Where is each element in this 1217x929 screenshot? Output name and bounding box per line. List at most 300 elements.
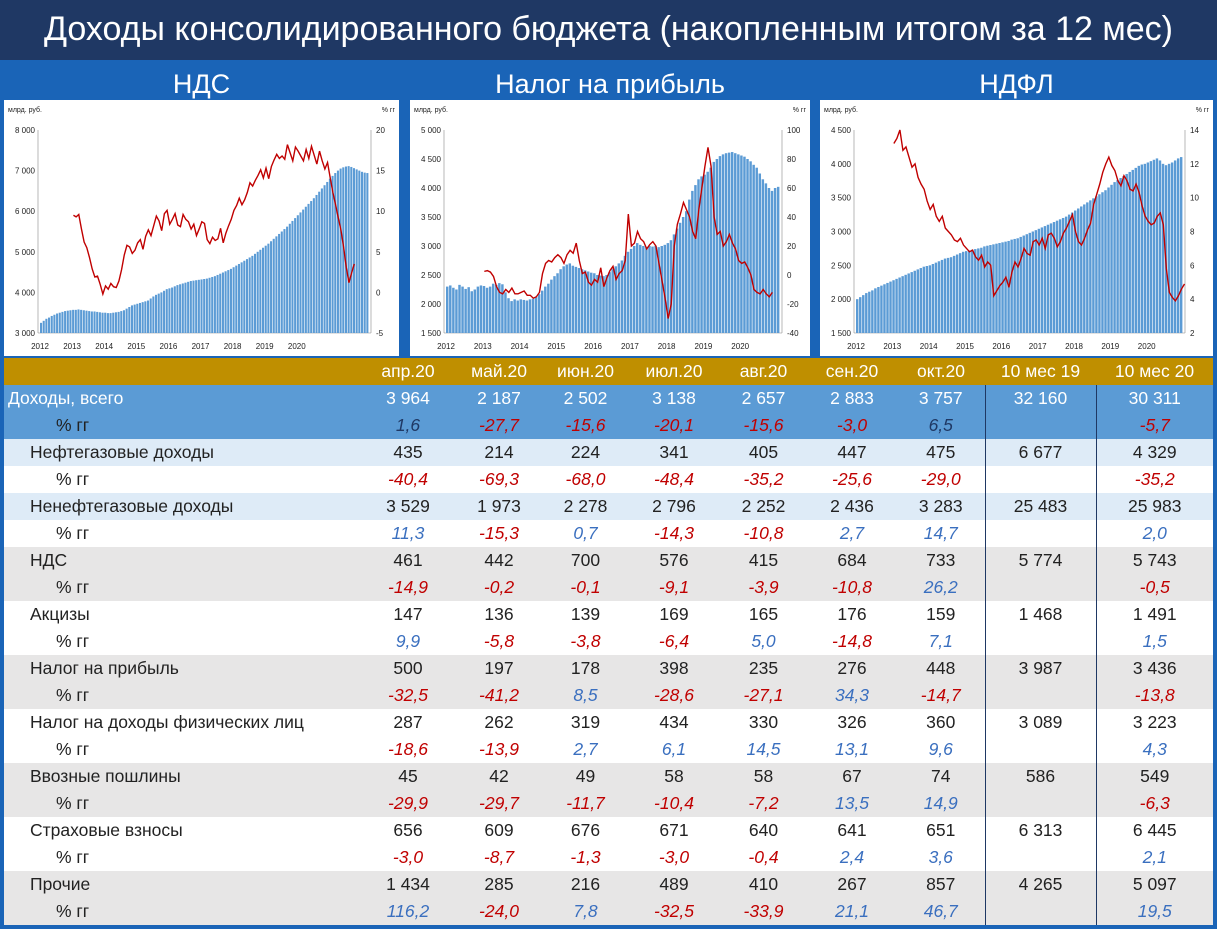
bar	[859, 297, 861, 333]
cell-value: -29,0	[897, 466, 985, 493]
cell-value: 21,1	[807, 898, 897, 925]
chart-title-vat: НДС	[172, 69, 231, 99]
bar	[856, 299, 858, 333]
bar	[550, 280, 552, 333]
bar	[348, 166, 350, 333]
cell-value: 442	[455, 547, 543, 574]
cell-value: 165	[720, 601, 807, 628]
bar	[198, 280, 200, 333]
bar	[624, 256, 626, 333]
cell-value: 6,1	[628, 736, 720, 763]
cell-value: 19,5	[1096, 898, 1213, 925]
table-row	[4, 574, 1213, 601]
bar	[91, 311, 93, 333]
cell-value: 176	[807, 601, 897, 628]
bar	[249, 257, 251, 333]
cell-value: 216	[543, 871, 628, 898]
bar	[43, 321, 45, 333]
cell-value: 13,5	[807, 790, 897, 817]
bar	[278, 234, 280, 333]
bar	[495, 285, 497, 333]
x-tick-label: 2020	[1137, 342, 1156, 351]
bar	[160, 292, 162, 333]
cell-value: -11,7	[543, 790, 628, 817]
cell-value: 159	[897, 601, 985, 628]
right-tick-label: 10	[1190, 193, 1199, 203]
row-label: % гг	[4, 520, 361, 547]
cell-value: -3,0	[807, 412, 897, 439]
cell-value: 7,8	[543, 898, 628, 925]
bar	[762, 179, 764, 333]
cell-value: 2 436	[807, 493, 897, 520]
cell-value: 58	[628, 763, 720, 790]
bar	[144, 301, 146, 333]
row-label: % гг	[4, 736, 361, 763]
bar	[299, 212, 301, 333]
row-label: % гг	[4, 898, 361, 925]
bar	[914, 271, 916, 333]
x-tick-label: 2017	[191, 342, 210, 351]
revenue-table	[4, 358, 1213, 925]
cell-value: 116,2	[361, 898, 455, 925]
bar	[270, 241, 272, 333]
cell-value: 326	[807, 709, 897, 736]
cell-value: 3 223	[1096, 709, 1213, 736]
bar	[572, 266, 574, 333]
cell-value: 9,9	[361, 628, 455, 655]
x-tick-label: 2017	[1028, 342, 1047, 351]
cell-value: 14,9	[897, 790, 985, 817]
bar	[880, 286, 882, 333]
bar	[608, 272, 610, 333]
cell-value: -1,3	[543, 844, 628, 871]
table-row	[4, 736, 1213, 763]
cell-value: 6 313	[985, 817, 1096, 844]
bar	[48, 318, 50, 333]
row-label: % гг	[4, 790, 361, 817]
cell-value: 2,7	[543, 736, 628, 763]
table-row	[4, 466, 1213, 493]
x-tick-label: 2016	[992, 342, 1011, 351]
bar	[158, 294, 160, 333]
bar	[281, 232, 283, 334]
bar	[962, 252, 964, 333]
right-axis-unit: % гг	[792, 107, 806, 114]
cell-value: 671	[628, 817, 720, 844]
bar	[1180, 157, 1182, 333]
cell-value	[985, 520, 1096, 547]
bar	[1177, 158, 1179, 333]
bar	[740, 156, 742, 333]
bar	[305, 207, 307, 333]
cell-value: -29,9	[361, 790, 455, 817]
column-header: 10 мес 19	[985, 358, 1096, 385]
bar	[865, 293, 867, 333]
cell-value: -69,3	[455, 466, 543, 493]
left-axis-unit: млрд. руб.	[824, 107, 858, 114]
bar	[222, 273, 224, 333]
cell-value: 67	[807, 763, 897, 790]
bar	[1107, 188, 1109, 333]
bar	[986, 246, 988, 333]
bar	[126, 309, 128, 333]
cell-value: 3 089	[985, 709, 1096, 736]
cell-value: -18,6	[361, 736, 455, 763]
bar	[1004, 242, 1006, 333]
cell-value: 0,7	[543, 520, 628, 547]
left-tick-label: 4 000	[830, 159, 851, 169]
bar	[895, 279, 897, 333]
bar	[115, 312, 117, 333]
bar	[989, 245, 991, 333]
bar	[682, 217, 684, 333]
bar	[596, 275, 598, 333]
bar	[318, 192, 320, 333]
bar	[1050, 223, 1052, 333]
left-axis-unit: млрд. руб.	[8, 107, 42, 114]
bar	[706, 172, 708, 333]
table-row	[4, 439, 1213, 466]
bar	[874, 288, 876, 333]
bar	[452, 288, 454, 333]
bar	[467, 287, 469, 333]
bar	[289, 224, 291, 333]
x-tick-label: 2017	[621, 342, 639, 351]
cell-value: 32 160	[985, 385, 1096, 412]
bar	[45, 319, 47, 333]
cell-value: 276	[807, 655, 897, 682]
bar	[728, 153, 730, 333]
bar	[651, 247, 653, 333]
table-row	[4, 412, 1213, 439]
bar	[667, 243, 669, 333]
cell-value: 74	[897, 763, 985, 790]
bar	[1171, 162, 1173, 333]
bar	[734, 153, 736, 333]
bar	[1174, 160, 1176, 333]
cell-value: -24,0	[455, 898, 543, 925]
bar	[1125, 174, 1127, 333]
right-tick-label: 4	[1190, 295, 1195, 305]
right-tick-label: 6	[1190, 261, 1195, 271]
bar	[1119, 178, 1121, 333]
bar	[1122, 176, 1124, 333]
bar	[227, 270, 229, 333]
bar	[99, 312, 101, 333]
bar	[1086, 202, 1088, 333]
cell-value: 3 964	[361, 385, 455, 412]
row-label: % гг	[4, 466, 361, 493]
bar	[904, 275, 906, 333]
cell-value	[985, 574, 1096, 601]
bar	[1010, 240, 1012, 333]
bar	[1104, 190, 1106, 333]
bar	[184, 283, 186, 333]
cell-value: -14,9	[361, 574, 455, 601]
bar	[630, 249, 632, 333]
bar	[283, 229, 285, 333]
cell-value: -40,4	[361, 466, 455, 493]
x-tick-label: 2019	[694, 342, 713, 351]
cell-value: 3 138	[628, 385, 720, 412]
bar	[1059, 219, 1061, 333]
table-row	[4, 817, 1213, 844]
bar	[294, 218, 296, 333]
bar	[94, 311, 96, 333]
cell-value: 447	[807, 439, 897, 466]
cell-value: 262	[455, 709, 543, 736]
bar	[877, 287, 879, 333]
cell-value: 5 743	[1096, 547, 1213, 574]
bar	[1150, 161, 1152, 333]
cell-value: -3,8	[543, 628, 628, 655]
bar	[59, 313, 61, 333]
bar	[892, 280, 894, 333]
column-header: май.20	[455, 358, 543, 385]
bar	[917, 269, 919, 333]
bar	[107, 313, 109, 333]
bar	[642, 246, 644, 333]
bar	[1129, 172, 1131, 333]
bar	[1141, 165, 1143, 333]
right-tick-label: 5	[376, 247, 381, 257]
bar	[956, 255, 958, 333]
bar	[88, 311, 90, 333]
cell-value	[985, 898, 1096, 925]
cell-value: -6,4	[628, 628, 720, 655]
cell-value: 2 252	[720, 493, 807, 520]
cell-value	[985, 628, 1096, 655]
bar	[569, 263, 571, 333]
bar	[310, 201, 312, 333]
cell-value: 5 097	[1096, 871, 1213, 898]
cell-value: 330	[720, 709, 807, 736]
bar	[489, 287, 491, 333]
x-tick-label: 2019	[255, 342, 274, 351]
bar	[461, 287, 463, 333]
right-tick-label: 15	[376, 166, 385, 176]
bar	[983, 246, 985, 333]
left-tick-label: 4 000	[14, 288, 35, 298]
cell-value: 267	[807, 871, 897, 898]
cell-value: 136	[455, 601, 543, 628]
bar	[752, 165, 754, 333]
bar	[112, 313, 114, 333]
bar	[529, 299, 531, 333]
table-row	[4, 898, 1213, 925]
bar	[316, 195, 318, 333]
bar	[1020, 237, 1022, 333]
cell-value	[985, 682, 1096, 709]
bar	[251, 256, 253, 333]
bar	[862, 295, 864, 333]
bar	[1144, 164, 1146, 333]
bar	[168, 288, 170, 333]
bar	[340, 169, 342, 333]
cell-value: 1 434	[361, 871, 455, 898]
bar	[935, 263, 937, 333]
bar	[61, 312, 63, 333]
bar	[886, 283, 888, 333]
bar	[230, 269, 232, 333]
cell-value: -10,4	[628, 790, 720, 817]
right-tick-label: -20	[787, 300, 799, 309]
x-tick-label: 2014	[510, 342, 529, 351]
right-tick-label: 12	[1190, 159, 1199, 169]
cell-value: 640	[720, 817, 807, 844]
bar	[1035, 230, 1037, 333]
bar	[1001, 242, 1003, 333]
cell-value: -15,3	[455, 520, 543, 547]
bar	[938, 261, 940, 333]
cell-value: -0,5	[1096, 574, 1213, 601]
bar	[771, 191, 773, 333]
cell-value: 651	[897, 817, 985, 844]
bar	[953, 256, 955, 333]
cell-value: 7,1	[897, 628, 985, 655]
left-tick-label: 4 500	[830, 126, 851, 135]
bar	[1065, 217, 1067, 333]
cell-value: 4 265	[985, 871, 1096, 898]
right-tick-label: 40	[787, 213, 796, 222]
x-tick-label: 2014	[95, 342, 114, 351]
bar	[211, 277, 213, 333]
bar	[131, 305, 133, 333]
bar	[547, 284, 549, 333]
cell-value	[985, 790, 1096, 817]
cell-value: 405	[720, 439, 807, 466]
cell-value: 586	[985, 763, 1096, 790]
right-tick-label: 2	[1190, 329, 1195, 338]
cell-value: 2 502	[543, 385, 628, 412]
cell-value: -10,8	[807, 574, 897, 601]
bar	[599, 276, 601, 333]
cell-value: 169	[628, 601, 720, 628]
bar	[1098, 194, 1100, 333]
right-tick-label: 10	[376, 207, 385, 217]
cell-value: 549	[1096, 763, 1213, 790]
cell-value: 5 774	[985, 547, 1096, 574]
bar	[446, 287, 448, 333]
cell-value: 434	[628, 709, 720, 736]
bar	[639, 245, 641, 333]
x-tick-label: 2015	[547, 342, 566, 351]
row-label: Страховые взносы	[4, 817, 361, 844]
bar	[361, 172, 363, 333]
bar	[152, 296, 154, 333]
cell-value: 2,7	[807, 520, 897, 547]
bar	[307, 204, 309, 333]
column-header: окт.20	[897, 358, 985, 385]
bar	[1101, 192, 1103, 333]
row-label: НДС	[4, 547, 361, 574]
cell-value: -8,7	[455, 844, 543, 871]
cell-value: 3 987	[985, 655, 1096, 682]
right-tick-label: 0	[787, 271, 792, 280]
bar	[324, 185, 326, 333]
content-panel	[0, 60, 1217, 929]
cell-value: -35,2	[1096, 466, 1213, 493]
cell-value: -9,1	[628, 574, 720, 601]
bar	[694, 185, 696, 333]
row-label: Акцизы	[4, 601, 361, 628]
chart-vat	[4, 100, 399, 356]
cell-value: 49	[543, 763, 628, 790]
column-header: авг.20	[720, 358, 807, 385]
bar	[532, 299, 534, 333]
bar	[1068, 215, 1070, 333]
bar	[703, 175, 705, 333]
bar	[366, 173, 368, 333]
bar	[633, 246, 635, 333]
cell-value: 3,6	[897, 844, 985, 871]
bar	[166, 289, 168, 333]
cell-value: 6 677	[985, 439, 1096, 466]
table-row	[4, 682, 1213, 709]
bar	[901, 276, 903, 333]
cell-value: -29,7	[455, 790, 543, 817]
bar	[947, 258, 949, 333]
x-tick-label: 2016	[584, 342, 602, 351]
bar	[516, 301, 518, 333]
bar	[238, 264, 240, 333]
cell-value: -27,1	[720, 682, 807, 709]
bar	[504, 292, 506, 333]
bar	[774, 188, 776, 333]
bar	[648, 246, 650, 333]
bar	[77, 309, 79, 333]
bar	[464, 289, 466, 333]
cell-value: 1 491	[1096, 601, 1213, 628]
bar	[104, 313, 106, 333]
cell-value: 2,0	[1096, 520, 1213, 547]
bar	[329, 179, 331, 333]
cell-value: -10,8	[720, 520, 807, 547]
cell-value: 2 187	[455, 385, 543, 412]
cell-value: 500	[361, 655, 455, 682]
bar	[51, 316, 53, 333]
bar	[716, 159, 718, 333]
bar	[968, 250, 970, 333]
cell-value: -13,9	[455, 736, 543, 763]
bar	[480, 285, 482, 333]
cell-value: -6,3	[1096, 790, 1213, 817]
cell-value: 676	[543, 817, 628, 844]
bar	[139, 303, 141, 333]
bar	[449, 285, 451, 333]
bar	[911, 272, 913, 333]
bar	[254, 254, 256, 333]
bar	[1132, 170, 1134, 333]
bar	[235, 266, 237, 333]
bar	[507, 298, 509, 333]
bar	[85, 311, 87, 333]
bar	[326, 182, 328, 333]
column-header: июн.20	[543, 358, 628, 385]
bar	[206, 279, 208, 333]
bar	[364, 173, 366, 333]
bar	[1135, 168, 1137, 333]
bar	[1016, 238, 1018, 333]
bar	[676, 229, 678, 333]
right-tick-label: 80	[787, 155, 796, 164]
right-tick-label: 20	[787, 242, 796, 251]
table-row	[4, 844, 1213, 871]
bar	[743, 157, 745, 333]
bar	[350, 167, 352, 333]
left-tick-label: 3 000	[830, 227, 851, 237]
cell-value: 656	[361, 817, 455, 844]
